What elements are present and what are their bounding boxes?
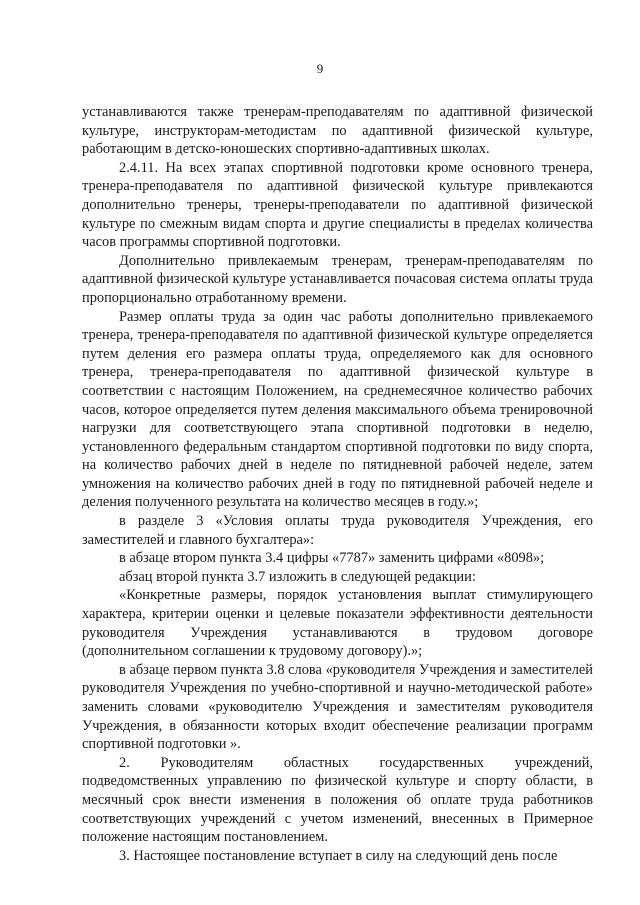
- page-number: 9: [316, 61, 324, 76]
- paragraph: в разделе 3 «Условия оплаты труда руководителя Учреждения, его заместителей и главного бухгалтера»:: [82, 513, 593, 548]
- paragraph: абзац второй пункта 3.7 изложить в следующей редакции:: [119, 568, 476, 585]
- paragraph: в абзаце первом пункта 3.8 слова «руководителя Учреждения и заместителей руководителя Учреждения по учебно-спортивной и научно-методической работе» заменить словами «руководителю Учреждения и заместителям руководителя Учреждения, в обязанности которых входит обеспечение реализации программ спортивной подготовки ».: [82, 661, 593, 753]
- paragraph: Дополнительно привлекаемым тренерам, тренерам-преподавателям по адаптивной физической культуре устанавливается почасовая система оплаты труда пропорционально отработанному времени.: [82, 252, 593, 306]
- paragraph: Размер оплаты труда за один час работы дополнительно привлекаемого тренера, тренера-преподавателя по адаптивной физической культуре определяется путем деления его размера оплаты труда, определяемого как для основного тренера, тренера-преподавателя по адаптивной физической культуре в соответствии с настоящим Положением, на среднемесячное количество рабочих часов, которое определяется путем деления максимального объема тренировочной нагрузки для соответствующего этапа спортивной подготовки в неделю, установленного федеральным стандартом спортивной подготовки по виду спорта, на количество рабочих дней в неделе по пятидневной рабочей неделе, затем умножения на количество рабочих дней в году по пятидневной рабочей неделе и деления полученного результата на количество месяцев в году.»;: [82, 308, 593, 511]
- paragraph: 2. Руководителям областных государственных учреждений, подведомственных управлению по физической культуре и спорту области, в месячный срок внести изменения в положения об оплате труда работников соответствующих учреждений с учетом изменений, внесенных в Примерное положение настоящим постановлением.: [82, 754, 593, 846]
- paragraph: 2.4.11. На всех этапах спортивной подготовки кроме основного тренера, тренера-преподавателя по адаптивной физической культуре привлекаются дополнительно тренеры, тренеры-преподаватели по адаптивной физической культуре по смежным видам спорта и другие специалисты в пределах количества часов программы спортивной подготовки.: [82, 159, 593, 251]
- paragraph: «Конкретные размеры, порядок установления выплат стимулирующего характера, критерии оценки и целевые показатели эффективности деятельности руководителя Учреждения устанавливаются в трудовом договоре (дополнительном соглашении к трудовому договору).»;: [82, 587, 593, 660]
- paragraph: в абзаце втором пункта 3.4 цифры «7787» заменить цифрами «8098»;: [119, 550, 545, 567]
- paragraph: 3. Настоящее постановление вступает в силу на следующий день после: [119, 847, 558, 864]
- document-body: [82, 103, 593, 865]
- paragraph: устанавливаются также тренерам-преподавателям по адаптивной физической культуре, инструкторам-методистам по адаптивной физической культуре, работающим в детско-юношеских спортивно-адаптивных школах.: [82, 104, 593, 158]
